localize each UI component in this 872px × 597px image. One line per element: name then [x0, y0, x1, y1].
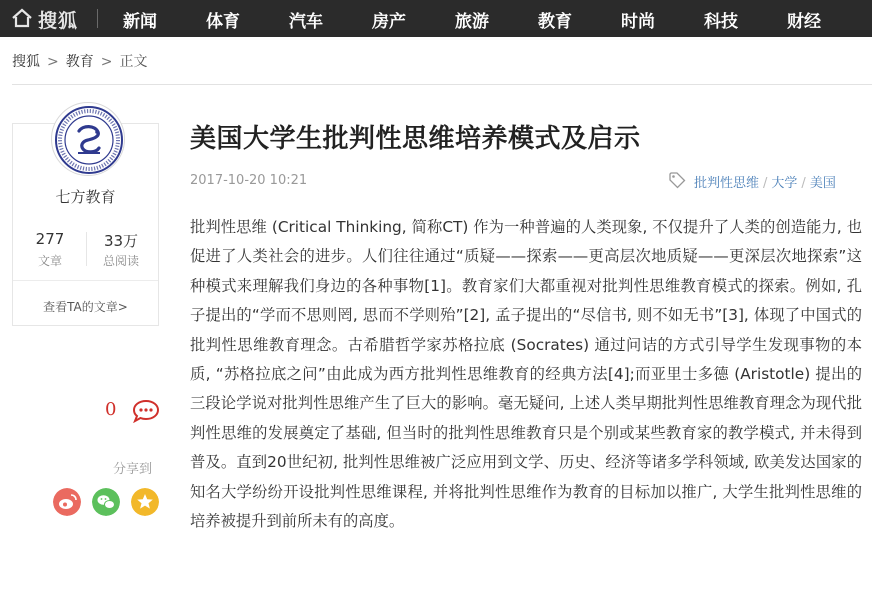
favorite-icon[interactable] [131, 488, 159, 516]
articles-count: 277 [35, 230, 65, 248]
nav-item-finance[interactable]: 财经 [787, 12, 821, 32]
brand-logo[interactable]: 搜狐 [38, 10, 79, 32]
tag-icon [668, 171, 686, 189]
views-count: 33万 [103, 232, 139, 250]
tag-usa[interactable]: 美国 [809, 176, 836, 191]
breadcrumb-education[interactable]: 教育 [65, 54, 94, 70]
comment-count[interactable]: 0 [105, 399, 117, 420]
nav-item-travel[interactable]: 旅游 [455, 12, 489, 32]
author-name[interactable]: 七方教育 [55, 188, 116, 206]
view-author-articles-link[interactable]: 查看TA的文章> [43, 300, 128, 314]
home-icon[interactable] [11, 8, 33, 28]
tag-critical-thinking[interactable]: 批判性思维 [694, 176, 760, 191]
article-tags [694, 172, 836, 191]
author-avatar[interactable] [51, 102, 125, 176]
nav-item-realestate[interactable]: 房产 [372, 12, 406, 32]
university-seal-logo [52, 103, 126, 177]
tag-university[interactable]: 大学 [771, 176, 798, 191]
tag-separator: / [801, 176, 806, 191]
nav-item-sports[interactable]: 体育 [206, 12, 240, 32]
wechat-icon[interactable] [92, 488, 120, 516]
nav-item-fashion[interactable]: 时尚 [621, 12, 655, 32]
breadcrumb [12, 51, 147, 71]
tag-separator: / [763, 176, 768, 191]
articles-label: 文章 [37, 254, 62, 268]
share-label: 分享到 [113, 462, 153, 477]
nav-item-auto[interactable]: 汽车 [289, 12, 323, 32]
breadcrumb-current: 正文 [119, 54, 148, 70]
comment-icon[interactable] [132, 399, 160, 423]
views-label: 总阅读 [102, 254, 139, 268]
publish-date: 2017-10-20 10:21 [190, 173, 308, 188]
nav-divider [97, 9, 98, 28]
article-title: 美国大学生批判性思维培养模式及启示 [190, 124, 641, 154]
nav-item-education[interactable]: 教育 [538, 12, 572, 32]
stat-divider [86, 232, 87, 266]
header-divider [12, 84, 872, 85]
breadcrumb-separator: > [100, 54, 113, 70]
nav-item-news[interactable]: 新闻 [123, 12, 157, 32]
article-body: 批判性思维 (Critical Thinking, 简称CT) 作为一种普遍的人类现象, 不仅提升了人类的创造能力, 也促进了人类社会的进步。人们往往通过“质疑——探索——更高层次地质疑——更深层次地探索”这种模式来理解我们身边的各种事物[1]。教育家们大都重视对批判性思维教育模式的探索。例如, 孔子提出的“学而不思则罔, 思而不学则殆”[2], 孟子提出的“尽信书, 则不如无书”[3], 体现了中国式的批判性思维教育理念。古希腊哲学家苏格拉底 (Socrates) 通过问诘的方式引导学生发现事物的本质, “苏格拉底之问”由此成为西方批判性思维教育的经典方法[4];而亚里士多德 (Aristotle) 提出的三段论学说对批判性思维产生了巨大的影响。毫无疑问, 上述人类早期批判性思维教育理念为现代批判性思维的发展奠定了基础, 但当时的批判性思维教育只是个别或某些教育家的教学模式, 并未得到普及。直到20世纪初, 批判性思维被广泛应用到文学、历史、经济等诸多学科领域, 欧美发达国家的知名大学纷纷开设批判性思维课程, 并将批判性思维作为教育的目标加以推广, 大学生批判性思维的培养被提升到前所未有的高度。 [190, 218, 862, 531]
breadcrumb-separator: > [47, 54, 59, 70]
nav-item-tech[interactable]: 科技 [704, 12, 738, 32]
breadcrumb-home[interactable]: 搜狐 [12, 54, 40, 70]
top-nav-bar [0, 0, 872, 37]
card-divider [13, 280, 158, 281]
weibo-icon[interactable] [53, 488, 81, 516]
